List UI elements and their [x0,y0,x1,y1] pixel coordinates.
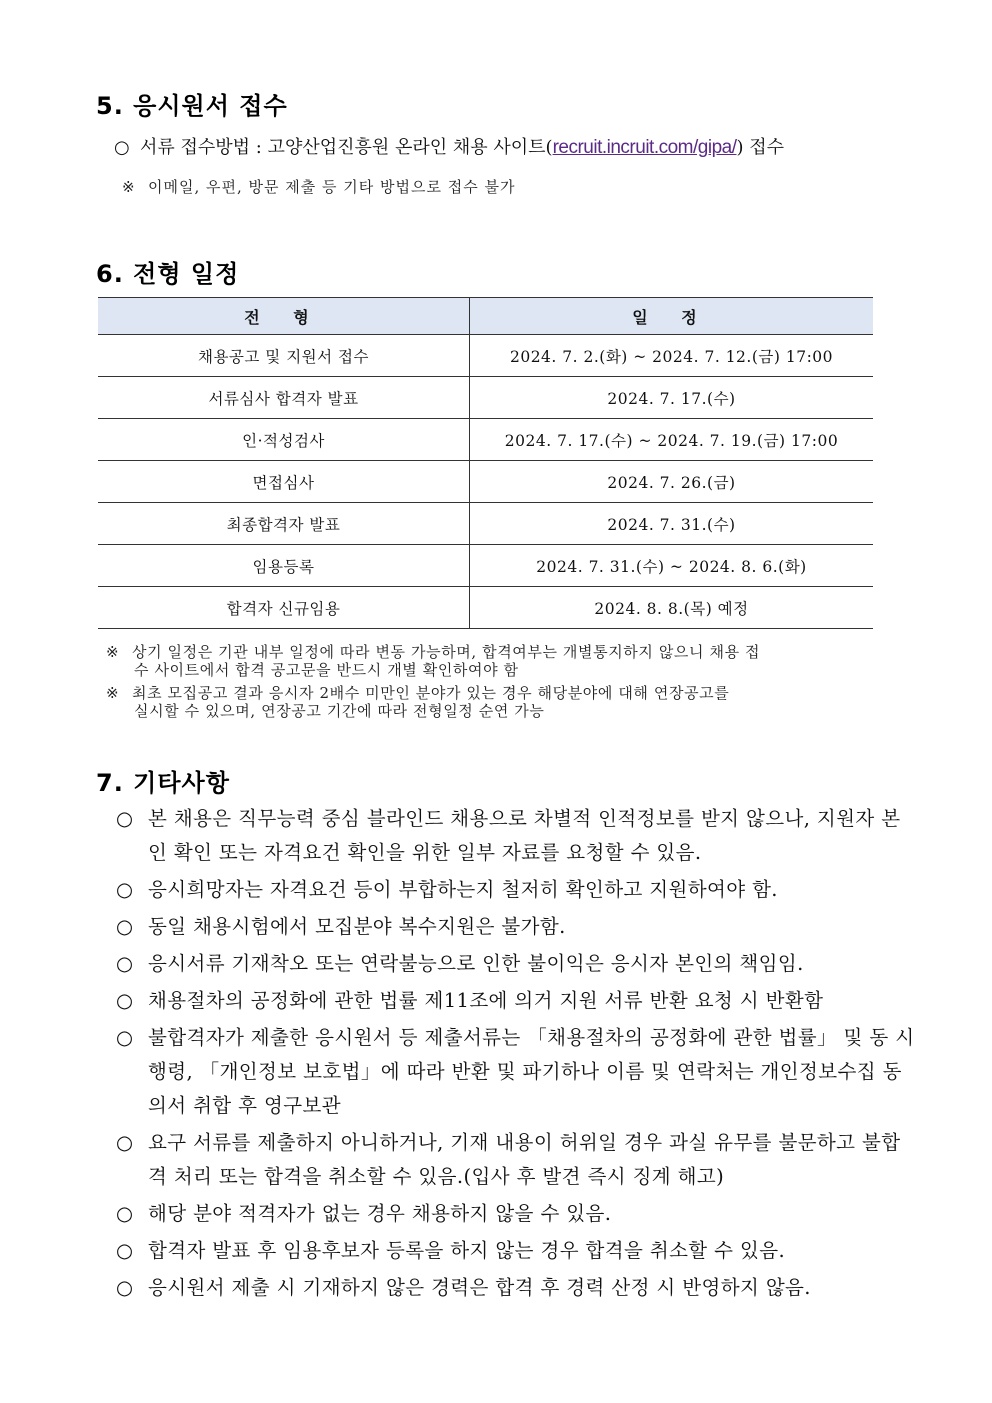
application-method-suffix: ) 접수 [736,137,785,158]
list-item: ○ 응시서류 기재착오 또는 연락불능으로 인한 불이익은 응시자 본인의 책임임. [116,947,916,981]
schedule-table [98,297,873,629]
stage-cell: 합격자 신규임용 [98,587,470,629]
application-note [122,176,515,197]
schedule-note-1-line1: 상기 일정은 기관 내부 일정에 따라 변동 가능하며, 합격여부는 개별통지하지 않으니 채용 접 [132,643,761,661]
stage-cell: 채용공고 및 지원서 접수 [98,335,470,377]
table-row [98,461,873,503]
reference-mark-icon: ※ [106,643,120,661]
table-row [98,335,873,377]
circle-bullet-icon: ○ [116,807,134,830]
circle-bullet-icon: ○ [116,1276,134,1299]
section-7-heading: 7. 기타사항 [96,769,230,797]
table-row [98,419,873,461]
list-item: ○ 합격자 발표 후 임용후보자 등록을 하지 않는 경우 합격을 취소할 수 있음. [116,1234,916,1268]
date-cell: 2024. 7. 31.(수) ~ 2024. 8. 6.(화) [470,545,874,587]
list-item: ○ 응시희망자는 자격요건 등이 부합하는지 철저히 확인하고 지원하여야 함. [116,873,916,907]
list-item: ○ 채용절차의 공정화에 관한 법률 제11조에 의거 지원 서류 반환 요청 시 반환함 [116,984,916,1018]
stage-cell: 임용등록 [98,545,470,587]
circle-bullet-icon: ○ [116,878,134,901]
schedule-header-row [98,298,873,335]
application-note-text: 이메일, 우편, 방문 제출 등 기타 방법으로 접수 불가 [148,178,516,196]
table-row [98,587,873,629]
application-method-prefix: 서류 접수방법 : 고양산업진흥원 온라인 채용 사이트( [140,137,553,158]
date-cell: 2024. 7. 26.(금) [470,461,874,503]
table-row [98,503,873,545]
date-cell: 2024. 7. 31.(수) [470,503,874,545]
date-cell: 2024. 8. 8.(목) 예정 [470,587,874,629]
stage-cell: 최종합격자 발표 [98,503,470,545]
list-item: ○ 요구 서류를 제출하지 아니하거나, 기재 내용이 허위일 경우 과실 유무를 불문하고 불합격 처리 또는 합격을 취소할 수 있음.(입사 후 발견 즉시 징계 해고) [116,1126,916,1194]
section-5-heading: 5. 응시원서 접수 [96,92,288,120]
circle-bullet-icon: ○ [116,915,134,938]
table-row [98,377,873,419]
stage-cell: 면접심사 [98,461,470,503]
circle-bullet-icon: ○ [116,1026,134,1049]
list-item: ○ 동일 채용시험에서 모집분야 복수지원은 불가함. [116,910,916,944]
reference-mark-icon: ※ [106,684,120,702]
circle-bullet-icon: ○ [114,137,130,158]
section-6-heading: 6. 전형 일정 [96,260,240,288]
date-cell: 2024. 7. 2.(화) ~ 2024. 7. 12.(금) 17:00 [470,335,874,377]
schedule-note-1 [106,643,906,679]
schedule-note-1-line2: 수 사이트에서 합격 공고문을 반드시 개별 확인하여야 함 [134,661,519,679]
date-cell: 2024. 7. 17.(수) [470,377,874,419]
circle-bullet-icon: ○ [116,1131,134,1154]
header-stage: 전 형 [98,298,470,335]
list-item: ○ 응시원서 제출 시 기재하지 않은 경력은 합격 후 경력 산정 시 반영하지 않음. [116,1271,916,1305]
circle-bullet-icon: ○ [116,1202,134,1225]
stage-cell: 인·적성검사 [98,419,470,461]
header-date: 일 정 [470,298,874,335]
list-item: ○ 해당 분야 적격자가 없는 경우 채용하지 않을 수 있음. [116,1197,916,1231]
application-method-line [114,133,784,159]
date-cell: 2024. 7. 17.(수) ~ 2024. 7. 19.(금) 17:00 [470,419,874,461]
circle-bullet-icon: ○ [116,1239,134,1262]
schedule-note-2 [106,684,906,720]
list-item: ○ 본 채용은 직무능력 중심 블라인드 채용으로 차별적 인적정보를 받지 않으나, 지원자 본인 확인 또는 자격요건 확인을 위한 일부 자료를 요청할 수 있음. [116,802,916,870]
recruit-site-link[interactable]: recruit.incruit.com/gipa/ [552,137,737,158]
reference-mark-icon: ※ [122,178,136,196]
circle-bullet-icon: ○ [116,952,134,975]
schedule-note-2-line1: 최초 모집공고 결과 응시자 2배수 미만인 분야가 있는 경우 해당분야에 대해 연장공고를 [132,684,730,702]
list-item: ○ 불합격자가 제출한 응시원서 등 제출서류는 「채용절차의 공정화에 관한 법률」 및 동 시행령, 「개인정보 보호법」에 따라 반환 및 파기하나 이름 및 연락처는 개인정보수집 동의서 취합 후 영구보관 [116,1021,916,1123]
schedule-note-2-line2: 실시할 수 있으며, 연장공고 기간에 따라 전형일정 순연 가능 [134,702,545,720]
other-notes-list [116,802,916,1305]
circle-bullet-icon: ○ [116,989,134,1012]
table-row [98,545,873,587]
stage-cell: 서류심사 합격자 발표 [98,377,470,419]
